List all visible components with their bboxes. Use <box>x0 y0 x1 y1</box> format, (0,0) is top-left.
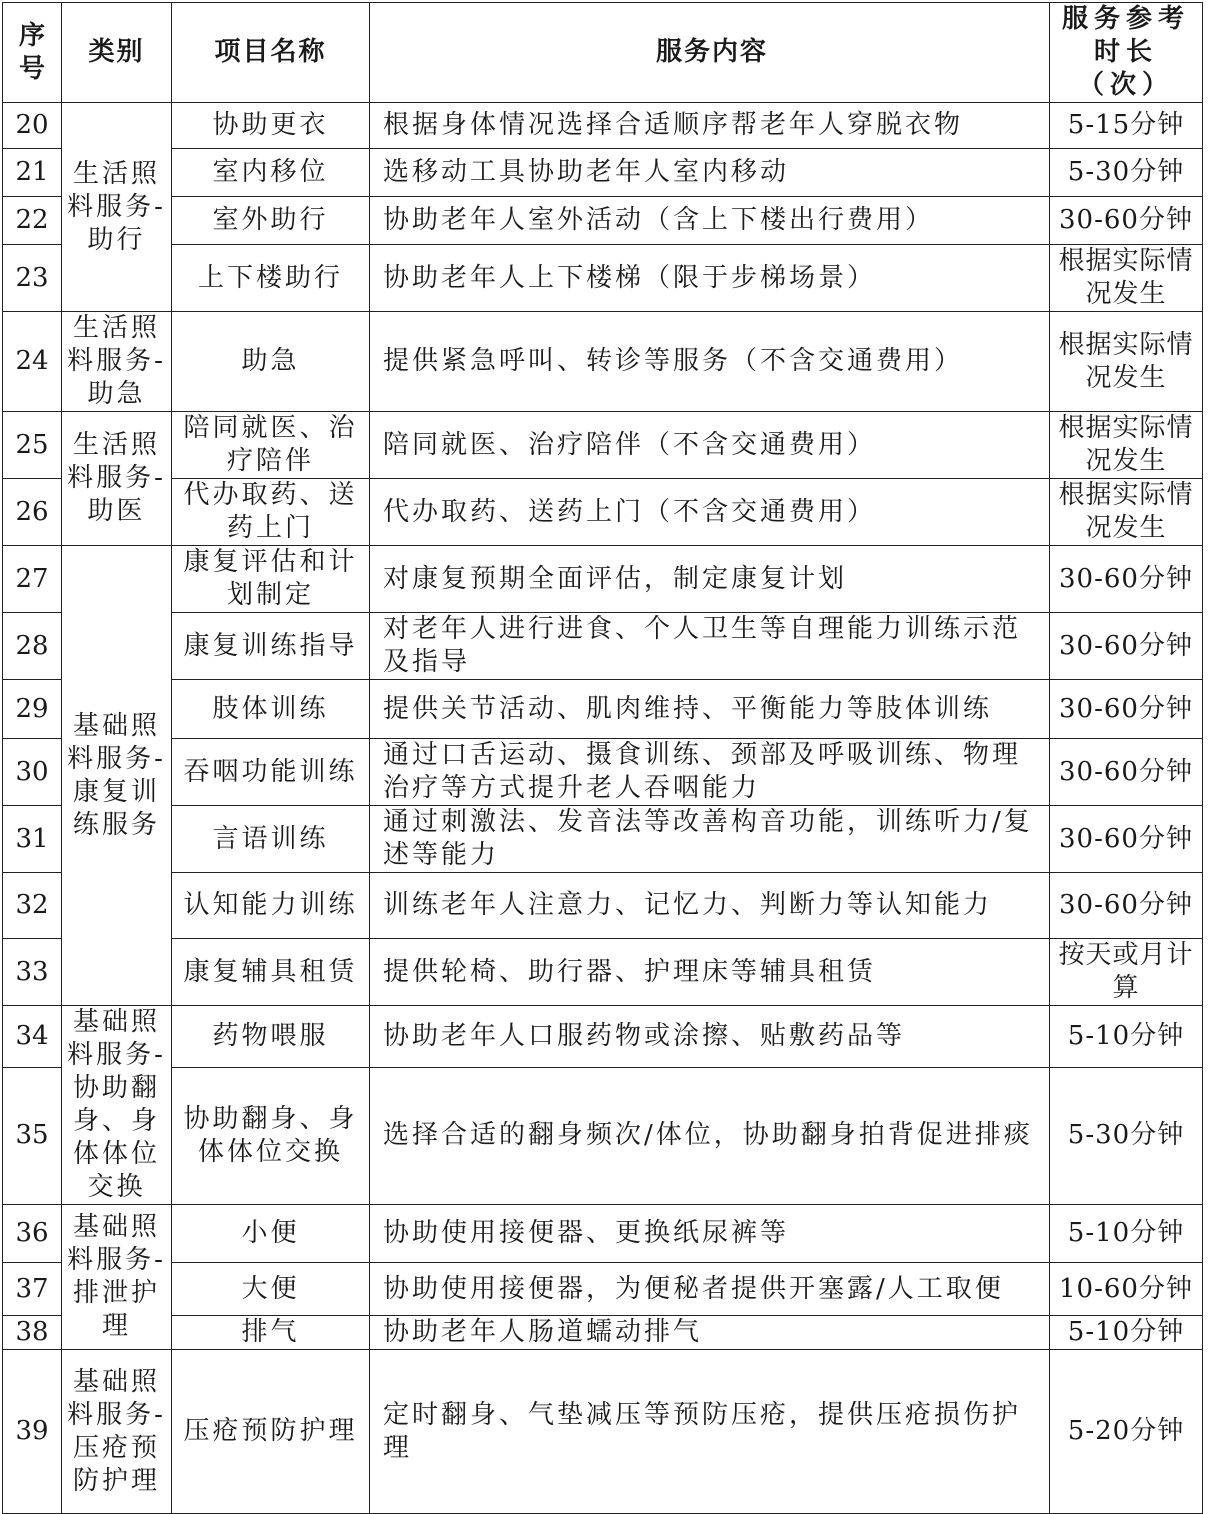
table-row <box>3 546 1203 613</box>
row-no: 30 <box>3 739 62 806</box>
row-content: 提供紧急呼叫、转诊等服务（不含交通费用） <box>370 312 1050 412</box>
service-table <box>2 2 1203 1514</box>
table-row <box>3 739 1203 806</box>
row-duration: 5-15分钟 <box>1050 103 1203 149</box>
row-content: 通过刺激法、发音法等改善构音功能，训练听力/复述等能力 <box>370 806 1050 873</box>
row-duration: 根据实际情况发生 <box>1050 312 1203 412</box>
row-name: 小便 <box>172 1205 370 1263</box>
row-no: 28 <box>3 613 62 680</box>
category-cell: 基础照料服务-康复训练服务 <box>62 546 172 1006</box>
row-content: 通过口舌运动、摄食训练、颈部及呼吸训练、物理治疗等方式提升老人吞咽能力 <box>370 739 1050 806</box>
category-cell: 基础照料服务-协助翻身、身体体位交换 <box>62 1006 172 1205</box>
category-cell: 基础照料服务-排泄护理 <box>62 1205 172 1350</box>
category-cell: 生活照料服务-助行 <box>62 103 172 312</box>
row-name: 康复训练指导 <box>172 613 370 680</box>
row-no: 31 <box>3 806 62 873</box>
row-name: 药物喂服 <box>172 1006 370 1068</box>
row-duration: 30-60分钟 <box>1050 613 1203 680</box>
table-row <box>3 806 1203 873</box>
row-duration: 根据实际情况发生 <box>1050 412 1203 479</box>
row-content: 根据身体情况选择合适顺序帮老年人穿脱衣物 <box>370 103 1050 149</box>
row-content: 选择合适的翻身频次/体位，协助翻身拍背促进排痰 <box>370 1067 1050 1204</box>
header-name: 项目名称 <box>172 3 370 103</box>
row-content: 训练老年人注意力、记忆力、判断力等认知能力 <box>370 873 1050 939</box>
row-no: 20 <box>3 103 62 149</box>
row-name: 大便 <box>172 1263 370 1316</box>
table-row <box>3 412 1203 479</box>
row-content: 协助老年人肠道蠕动排气 <box>370 1316 1050 1350</box>
row-duration: 5-10分钟 <box>1050 1006 1203 1068</box>
row-no: 23 <box>3 245 62 312</box>
row-content: 提供关节活动、肌肉维持、平衡能力等肢体训练 <box>370 680 1050 739</box>
table-row <box>3 1205 1203 1263</box>
header-duration: 服务参考时长（次） <box>1050 3 1203 103</box>
table-row <box>3 245 1203 312</box>
row-no: 24 <box>3 312 62 412</box>
row-content: 协助老年人口服药物或涂擦、贴敷药品等 <box>370 1006 1050 1068</box>
row-no: 36 <box>3 1205 62 1263</box>
row-duration: 30-60分钟 <box>1050 739 1203 806</box>
table-row <box>3 1067 1203 1204</box>
row-duration: 根据实际情况发生 <box>1050 479 1203 546</box>
table-row <box>3 680 1203 739</box>
table-row <box>3 1006 1203 1068</box>
row-content: 协助老年人室外活动（含上下楼出行费用） <box>370 197 1050 245</box>
row-name: 协助翻身、身体体位交换 <box>172 1067 370 1204</box>
row-duration: 5-30分钟 <box>1050 1067 1203 1204</box>
category-cell: 生活照料服务-助急 <box>62 312 172 412</box>
table-row <box>3 312 1203 412</box>
row-no: 35 <box>3 1067 62 1204</box>
row-content: 代办取药、送药上门（不含交通费用） <box>370 479 1050 546</box>
row-no: 39 <box>3 1350 62 1514</box>
row-name: 代办取药、送药上门 <box>172 479 370 546</box>
table-row <box>3 613 1203 680</box>
table-row <box>3 1263 1203 1316</box>
row-name: 康复辅具租赁 <box>172 939 370 1006</box>
table-row <box>3 197 1203 245</box>
row-no: 37 <box>3 1263 62 1316</box>
row-name: 室内移位 <box>172 149 370 197</box>
row-name: 压疮预防护理 <box>172 1350 370 1514</box>
row-content: 协助老年人上下楼梯（限于步梯场景） <box>370 245 1050 312</box>
row-duration: 5-10分钟 <box>1050 1316 1203 1350</box>
category-cell: 生活照料服务-助医 <box>62 412 172 546</box>
row-name: 上下楼助行 <box>172 245 370 312</box>
row-no: 27 <box>3 546 62 613</box>
row-name: 肢体训练 <box>172 680 370 739</box>
table-row <box>3 873 1203 939</box>
row-no: 26 <box>3 479 62 546</box>
row-duration: 30-60分钟 <box>1050 873 1203 939</box>
row-no: 32 <box>3 873 62 939</box>
row-no: 21 <box>3 149 62 197</box>
row-duration: 5-10分钟 <box>1050 1205 1203 1263</box>
table-row <box>3 103 1203 149</box>
header-content: 服务内容 <box>370 3 1050 103</box>
row-content: 定时翻身、气垫减压等预防压疮，提供压疮损伤护理 <box>370 1350 1050 1514</box>
row-content: 对老年人进行进食、个人卫生等自理能力训练示范及指导 <box>370 613 1050 680</box>
row-no: 29 <box>3 680 62 739</box>
row-duration: 5-20分钟 <box>1050 1350 1203 1514</box>
row-no: 38 <box>3 1316 62 1350</box>
row-duration: 30-60分钟 <box>1050 546 1203 613</box>
row-name: 言语训练 <box>172 806 370 873</box>
table-row <box>3 1316 1203 1350</box>
row-duration: 根据实际情况发生 <box>1050 245 1203 312</box>
row-content: 选移动工具协助老年人室内移动 <box>370 149 1050 197</box>
row-name: 认知能力训练 <box>172 873 370 939</box>
header-no: 序号 <box>3 3 62 103</box>
row-content: 提供轮椅、助行器、护理床等辅具租赁 <box>370 939 1050 1006</box>
table-row <box>3 939 1203 1006</box>
row-name: 排气 <box>172 1316 370 1350</box>
row-name: 康复评估和计划制定 <box>172 546 370 613</box>
row-duration: 10-60分钟 <box>1050 1263 1203 1316</box>
row-duration: 5-30分钟 <box>1050 149 1203 197</box>
row-duration: 30-60分钟 <box>1050 680 1203 739</box>
row-no: 25 <box>3 412 62 479</box>
row-name: 陪同就医、治疗陪伴 <box>172 412 370 479</box>
row-name: 吞咽功能训练 <box>172 739 370 806</box>
row-duration: 30-60分钟 <box>1050 806 1203 873</box>
row-content: 陪同就医、治疗陪伴（不含交通费用） <box>370 412 1050 479</box>
header-row <box>3 3 1203 103</box>
row-name: 协助更衣 <box>172 103 370 149</box>
row-duration: 按天或月计算 <box>1050 939 1203 1006</box>
row-no: 34 <box>3 1006 62 1068</box>
row-name: 室外助行 <box>172 197 370 245</box>
category-cell: 基础照料服务-压疮预防护理 <box>62 1350 172 1514</box>
table-row <box>3 479 1203 546</box>
row-content: 协助使用接便器，为便秘者提供开塞露/人工取便 <box>370 1263 1050 1316</box>
row-content: 协助使用接便器、更换纸尿裤等 <box>370 1205 1050 1263</box>
row-no: 22 <box>3 197 62 245</box>
row-duration: 30-60分钟 <box>1050 197 1203 245</box>
row-no: 33 <box>3 939 62 1006</box>
row-name: 助急 <box>172 312 370 412</box>
table-row <box>3 149 1203 197</box>
header-category: 类别 <box>62 3 172 103</box>
row-content: 对康复预期全面评估，制定康复计划 <box>370 546 1050 613</box>
